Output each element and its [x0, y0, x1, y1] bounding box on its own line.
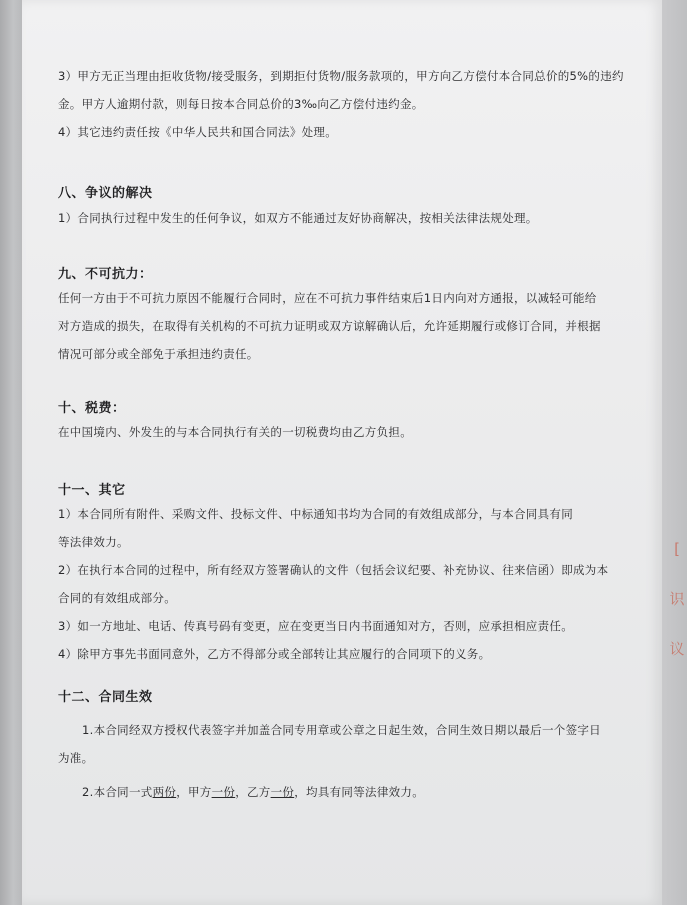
seal-fragment-2: 识	[669, 590, 685, 608]
section-11-item-1-line-1: 1）本合同所有附件、采购文件、投标文件、中标通知书均为合同的有效组成部分，与本合同具有同	[58, 507, 574, 521]
section-11-item-1-line-2: 等法律效力。	[58, 535, 129, 549]
section-9-body	[58, 284, 638, 368]
breach-clauses	[58, 62, 638, 146]
section-11-item-3: 3）如一方地址、电话、传真号码有变更，应在变更当日内书面通知对方，否则，应承担相应责任。	[58, 619, 574, 633]
copies-party-b: 一份	[270, 785, 295, 799]
binder-strip	[0, 0, 22, 905]
copies-total: 两份	[152, 785, 177, 799]
seal-fragment-1: [	[674, 540, 680, 558]
section-12-item-1-line-2: 为准。	[58, 751, 94, 765]
section-11-item-2-line-1: 2）在执行本合同的过程中，所有经双方签署确认的文件（包括会议纪要、补充协议、往来信函）即成为本	[58, 563, 609, 577]
section-11-title: 十一、其它	[58, 483, 126, 498]
section-8-body	[58, 204, 638, 232]
section-12-item-1-line-1: 1.本合同经双方授权代表签字并加盖合同专用章或公章之日起生效，合同生效日期以最后一个签字日	[82, 723, 601, 737]
document-page	[22, 0, 662, 905]
section-8-item-1: 1）合同执行过程中发生的任何争议，如双方不能通过友好协商解决，按相关法律法规处理。	[58, 211, 538, 225]
item-2-suffix: ，均具有同等法律效力。	[294, 785, 425, 799]
section-9-line-1: 任何一方由于不可抗力原因不能履行合同时，应在不可抗力事件结束后1日内向对方通报，以减轻可能给	[58, 291, 597, 305]
breach-item-4: 4）其它违约责任按《中华人民共和国合同法》处理。	[58, 125, 338, 139]
copies-party-a: 一份	[211, 785, 236, 799]
section-11-body	[58, 500, 638, 668]
breach-item-3-line-1: 3）甲方无正当理由拒收货物/接受服务，到期拒付货物/服务款项的，甲方向乙方偿付本合同总价的5%的违约	[58, 69, 624, 83]
breach-item-3-line-2: 金。甲方人逾期付款，则每日按本合同总价的3‰向乙方偿付违约金。	[58, 97, 424, 111]
section-10-title: 十、税费：	[58, 401, 126, 416]
section-11-item-4: 4）除甲方事先书面同意外，乙方不得部分或全部转让其应履行的合同项下的义务。	[58, 647, 491, 661]
section-10-body	[58, 418, 638, 446]
item-2-mid-1: ，甲方	[176, 785, 212, 799]
section-9-line-2: 对方造成的损失，在取得有关机构的不可抗力证明或双方谅解确认后，允许延期履行或修订合同，并根据	[58, 319, 601, 333]
page-edge-right	[662, 0, 687, 905]
section-12-item-2	[58, 778, 638, 806]
section-11-item-2-line-2: 合同的有效组成部分。	[58, 591, 176, 605]
section-9-line-3: 情况可部分或全部免于承担违约责任。	[58, 347, 259, 361]
section-10-line-1: 在中国境内、外发生的与本合同执行有关的一切税费均由乙方负担。	[58, 425, 412, 439]
section-9-title: 九、不可抗力：	[58, 267, 153, 282]
seal-fragment-3: 议	[669, 640, 685, 658]
section-12-title: 十二、合同生效	[58, 690, 153, 705]
section-12-body	[58, 716, 638, 806]
item-2-prefix: 2.本合同一式	[82, 785, 153, 799]
section-8-title: 八、争议的解决	[58, 186, 153, 201]
item-2-mid-2: ，乙方	[235, 785, 271, 799]
